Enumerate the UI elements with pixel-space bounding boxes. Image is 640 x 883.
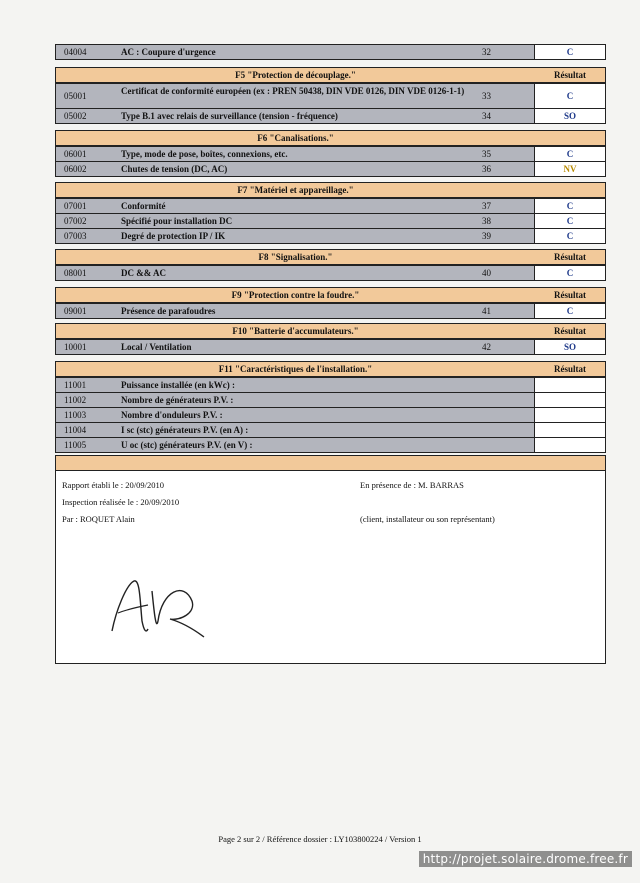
row-label: Nombre d'onduleurs P.V. :: [119, 408, 534, 422]
row-code: 11002: [56, 393, 119, 407]
section-title: F9 "Protection contre la foudre.": [231, 290, 360, 300]
row-result: C: [534, 229, 605, 243]
row-result: C: [534, 45, 605, 59]
section-title: F7 "Matériel et appareillage.": [237, 185, 354, 195]
row-number: 36: [478, 162, 534, 176]
row-result: C: [534, 84, 605, 108]
row-label: Chutes de tension (DC, AC): [119, 162, 478, 176]
row-number: 39: [478, 229, 534, 243]
row-result: C: [534, 266, 605, 280]
section-title: F10 "Batterie d'accumulateurs.": [232, 326, 359, 336]
client-note: (client, installateur ou son représentant): [360, 514, 495, 524]
row-code: 11001: [56, 378, 119, 392]
row-result: NV: [534, 162, 605, 176]
row-label: U oc (stc) générateurs P.V. (en V) :: [119, 438, 534, 452]
row-04004: [55, 44, 606, 60]
row-label: Spécifié pour installation DC: [119, 214, 478, 228]
section-title: F8 "Signalisation.": [258, 252, 333, 262]
row-code: 06002: [56, 162, 119, 176]
row-label: I sc (stc) générateurs P.V. (en A) :: [119, 423, 534, 437]
row-number: 33: [478, 84, 534, 108]
row-label: Local / Ventilation: [119, 340, 478, 354]
section-f6: [55, 130, 606, 177]
inspection-date: Inspection réalisée le : 20/09/2010: [62, 497, 180, 507]
row-number: 32: [478, 45, 534, 59]
row-label: DC && AC: [119, 266, 478, 280]
handwritten-signature: [104, 571, 214, 641]
row-result: [534, 408, 605, 422]
row-result: [534, 393, 605, 407]
presence-name: En présence de : M. BARRAS: [360, 480, 464, 490]
section-f9: [55, 287, 606, 319]
row-label: Degré de protection IP / IK: [119, 229, 478, 243]
row-result: [534, 438, 605, 452]
row-code: 11004: [56, 423, 119, 437]
section-title: F5 "Protection de découplage.": [235, 70, 356, 80]
row-result: [534, 378, 605, 392]
section-f5: [55, 67, 606, 124]
row-number: 35: [478, 147, 534, 161]
row-number: 41: [478, 304, 534, 318]
row-code: 11005: [56, 438, 119, 452]
row-label: Conformité: [119, 199, 478, 213]
row-label: Type, mode de pose, boîtes, connexions, etc.: [119, 147, 478, 161]
section-f8: [55, 249, 606, 281]
row-number: 34: [478, 109, 534, 123]
result-header: Résultat: [554, 290, 586, 300]
section-f11: [55, 361, 606, 453]
page-footer: Page 2 sur 2 / Référence dossier : LY103800224 / Version 1: [218, 834, 422, 844]
result-header: Résultat: [554, 326, 586, 336]
section-f10: [55, 323, 606, 355]
result-header: Résultat: [554, 252, 586, 262]
row-result: [534, 423, 605, 437]
row-number: 38: [478, 214, 534, 228]
row-number: 42: [478, 340, 534, 354]
row-code: 07002: [56, 214, 119, 228]
row-code: 04004: [56, 45, 119, 59]
row-label: Certificat de conformité européen (ex : PREN 50438, DIN VDE 0126, DIN VDE 0126-1-1): [119, 84, 478, 108]
row-code: 05001: [56, 84, 119, 108]
row-code: 06001: [56, 147, 119, 161]
inspector-name: Par : ROQUET Alain: [62, 514, 135, 524]
row-result: SO: [534, 109, 605, 123]
row-result: C: [534, 199, 605, 213]
row-result: C: [534, 304, 605, 318]
row-result: C: [534, 214, 605, 228]
row-label: Nombre de générateurs P.V. :: [119, 393, 534, 407]
signature-box: [55, 455, 606, 664]
row-label: Type B.1 avec relais de surveillance (tension - fréquence): [119, 109, 478, 123]
row-code: 08001: [56, 266, 119, 280]
row-label: Présence de parafoudres: [119, 304, 478, 318]
result-header: Résultat: [554, 70, 586, 80]
row-result: C: [534, 147, 605, 161]
section-f7: [55, 182, 606, 244]
row-code: 09001: [56, 304, 119, 318]
result-header: Résultat: [554, 364, 586, 374]
row-code: 11003: [56, 408, 119, 422]
section-title: F6 "Canalisations.": [257, 133, 334, 143]
row-label: AC : Coupure d'urgence: [119, 45, 478, 59]
row-number: 40: [478, 266, 534, 280]
row-result: SO: [534, 340, 605, 354]
section-title: F11 "Caractéristiques de l'installation.": [218, 364, 373, 374]
row-code: 07001: [56, 199, 119, 213]
row-code: 10001: [56, 340, 119, 354]
rapport-date: Rapport établi le : 20/09/2010: [62, 480, 164, 490]
row-label: Puissance installée (en kWc) :: [119, 378, 534, 392]
row-code: 05002: [56, 109, 119, 123]
watermark-url: http://projet.solaire.drome.free.fr: [419, 851, 632, 867]
row-code: 07003: [56, 229, 119, 243]
row-number: 37: [478, 199, 534, 213]
signature-box-header: [56, 456, 605, 471]
